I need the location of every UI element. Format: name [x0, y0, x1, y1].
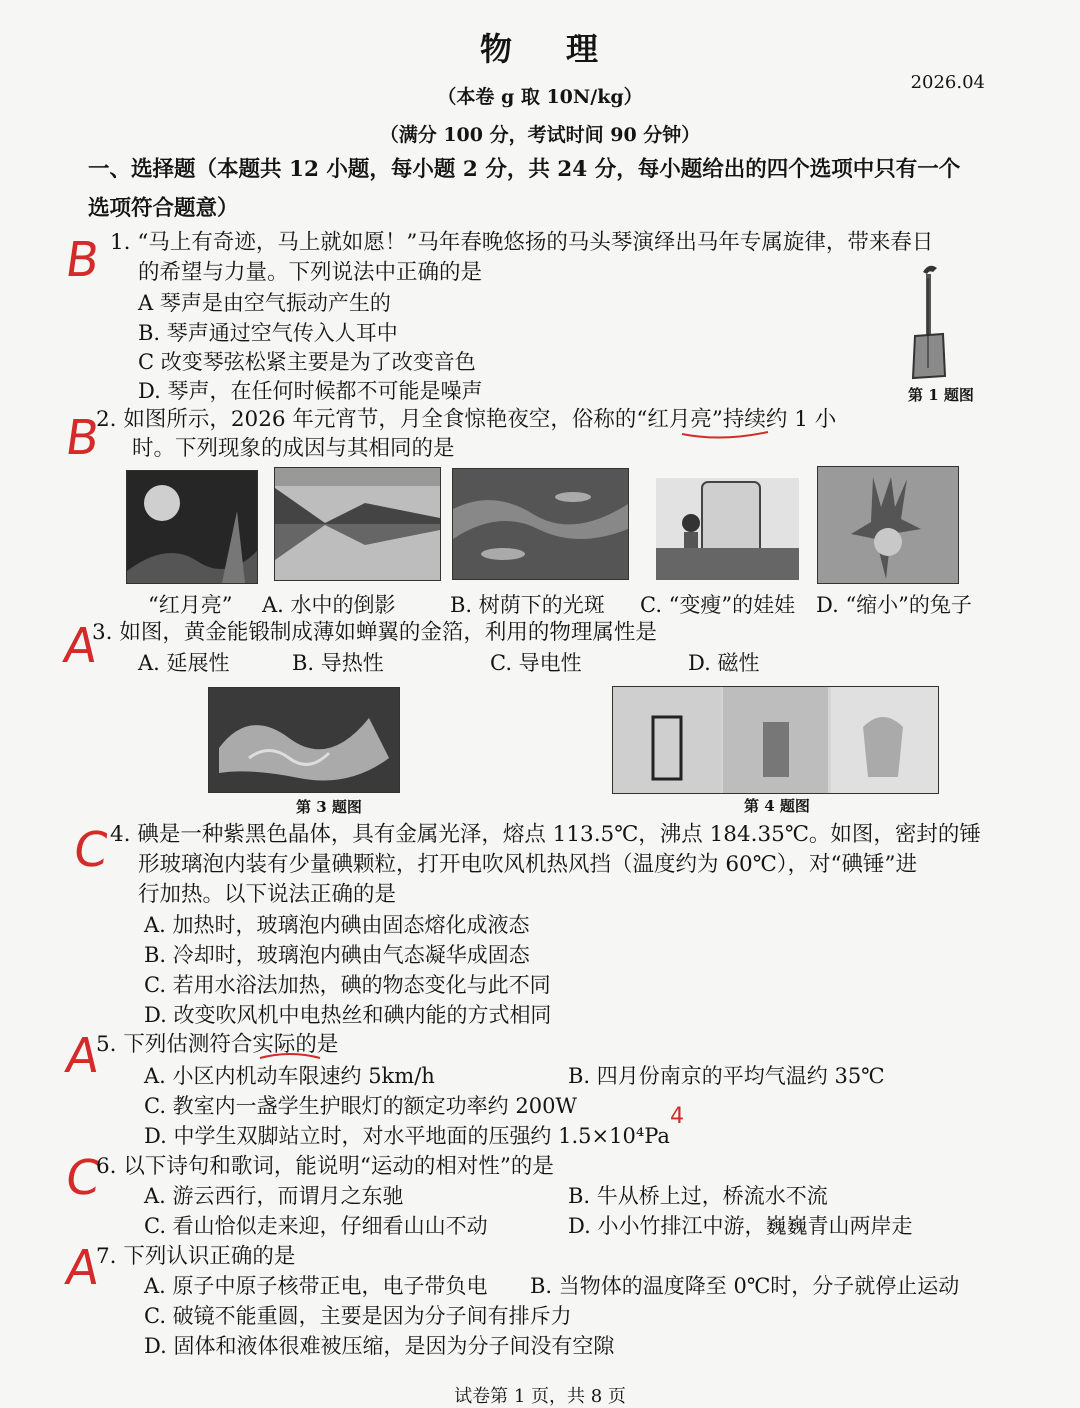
q6-stem: 6. 以下诗句和歌词，能说明“运动的相对性”的是: [96, 1154, 554, 1179]
iodine-hammer-photos: [612, 686, 939, 794]
q2-caption-d: D. “缩小”的兔子: [816, 593, 972, 617]
red-moon-photo: [126, 470, 258, 584]
q6-option-a: A. 游云西行，而谓月之东驰: [144, 1184, 404, 1208]
q2-caption-b: B. 树荫下的光斑: [450, 593, 605, 617]
q4-option-a: A. 加热时，玻璃泡内碘由固态熔化成液态: [144, 913, 530, 937]
q1-stem-line2: 的希望与力量。下列说法中正确的是: [138, 260, 483, 285]
q2-caption-c: C. “变瘦”的娃娃: [640, 593, 796, 617]
score-time-note: （满分 100 分，考试时间 90 分钟）: [379, 124, 701, 146]
section-heading-line1: 一、选择题（本题共 12 小题，每小题 2 分，共 24 分，每小题给出的四个选项中只有一个: [88, 157, 961, 182]
answer-mark-q2: B: [62, 410, 103, 466]
q7-stem: 7. 下列认识正确的是: [96, 1244, 296, 1269]
q1-stem-line1: 1. “马上有奇迹，马上就如愿！”马年春晚悠扬的马头琴演绎出马年专属旋律，带来春日: [110, 230, 934, 255]
q4-figure-caption: 第 4 题图: [744, 797, 810, 815]
q4-option-c: C. 若用水浴法加热，碘的物态变化与此不同: [144, 973, 551, 997]
water-glass-doll-photo: [656, 478, 799, 580]
answer-mark-q7: A: [62, 1240, 103, 1296]
exam-date: 2026.04: [910, 72, 985, 93]
q7-option-a: A. 原子中原子核带正电，电子带负电: [144, 1274, 488, 1298]
horsehead-fiddle-figure: [905, 258, 955, 383]
q4-option-b: B. 冷却时，玻璃泡内碘由气态凝华成固态: [144, 943, 530, 967]
handwritten-exponent-correction: 4: [670, 1104, 684, 1129]
q5-option-b: B. 四月份南京的平均气温约 35℃: [568, 1064, 885, 1088]
q4-option-d: D. 改变吹风机中电热丝和碘内能的方式相同: [144, 1003, 552, 1027]
gravity-note: （本卷 g 取 10N/kg）: [437, 86, 643, 108]
q2-stem-line1: 2. 如图所示，2026 年元宵节，月全食惊艳夜空，俗称的“红月亮”持续约 1 小: [96, 407, 837, 432]
q2-stem-line2: 时。下列现象的成因与其相同的是: [132, 436, 455, 461]
q4-stem-line2: 形玻璃泡内装有少量碘颗粒，打开电吹风机热风挡（温度约为 60℃），对“碘锤”进: [138, 852, 917, 877]
page-title: [0, 24, 1080, 70]
answer-mark-q5: A: [62, 1028, 103, 1084]
q5-stem: 5. 下列估测符合实际的是: [96, 1032, 339, 1057]
q7-option-d: D. 固体和液体很难被压缩，是因为分子间没有空隙: [144, 1334, 615, 1358]
title-char-2: 理: [566, 30, 601, 68]
q3-figure-caption: 第 3 题图: [296, 798, 362, 816]
tree-shade-light-spots-photo: [452, 468, 629, 580]
q1-option-c: C 改变琴弦松紧主要是为了改变音色: [138, 350, 476, 374]
section-heading-line2: 选项符合题意）: [88, 196, 239, 221]
answer-mark-q1: B: [62, 232, 103, 288]
q6-option-b: B. 牛从桥上过，桥流水不流: [568, 1184, 828, 1208]
q6-option-d: D. 小小竹排江中游，巍巍青山两岸走: [568, 1214, 913, 1238]
q4-stem-line3: 行加热。以下说法正确的是: [138, 882, 397, 907]
q1-option-a: A 琴声是由空气振动产生的: [138, 291, 391, 315]
q3-stem: 3. 如图，黄金能锻制成薄如蝉翼的金箔，利用的物理属性是: [92, 620, 657, 645]
answer-mark-q4: C: [70, 822, 112, 878]
page-footer: 试卷第 1 页，共 8 页: [454, 1386, 626, 1407]
answer-mark-q6: C: [62, 1150, 104, 1206]
answer-mark-q3: A: [60, 618, 101, 674]
title-char-1: 物: [479, 30, 514, 68]
q5-option-d: D. 中学生双脚站立时，对水平地面的压强约 1.5×10⁴Pa: [144, 1124, 670, 1148]
q3-option-b: B. 导热性: [292, 651, 384, 675]
q1-option-b: B. 琴声通过空气传入人耳中: [138, 321, 398, 345]
lens-rabbit-photo: [817, 466, 959, 584]
q7-option-b: B. 当物体的温度降至 0℃时，分子就停止运动: [530, 1274, 960, 1298]
q5-option-a: A. 小区内机动车限速约 5km/h: [144, 1064, 435, 1088]
q7-option-c: C. 破镜不能重圆，主要是因为分子间有排斥力: [144, 1304, 572, 1328]
q3-option-d: D. 磁性: [688, 651, 760, 675]
q1-figure-caption: 第 1 题图: [908, 386, 974, 404]
q2-caption-a: A. 水中的倒影: [262, 593, 396, 617]
water-reflection-photo: [274, 467, 441, 581]
q4-stem-line1: 4. 碘是一种紫黑色晶体，具有金属光泽，熔点 113.5℃，沸点 184.35℃。如图，密封的锤: [110, 822, 981, 847]
q2-caption-red-moon: “红月亮”: [148, 593, 233, 617]
q1-option-d: D. 琴声，在任何时候都不可能是噪声: [138, 379, 483, 403]
gold-foil-photo: [208, 687, 400, 793]
q5-option-c: C. 教室内一盏学生护眼灯的额定功率约 200W: [144, 1094, 578, 1118]
handwritten-underline: [680, 428, 770, 440]
q3-option-c: C. 导电性: [490, 651, 582, 675]
q3-option-a: A. 延展性: [138, 651, 230, 675]
q6-option-c: C. 看山恰似走来迎，仔细看山山不动: [144, 1214, 488, 1238]
